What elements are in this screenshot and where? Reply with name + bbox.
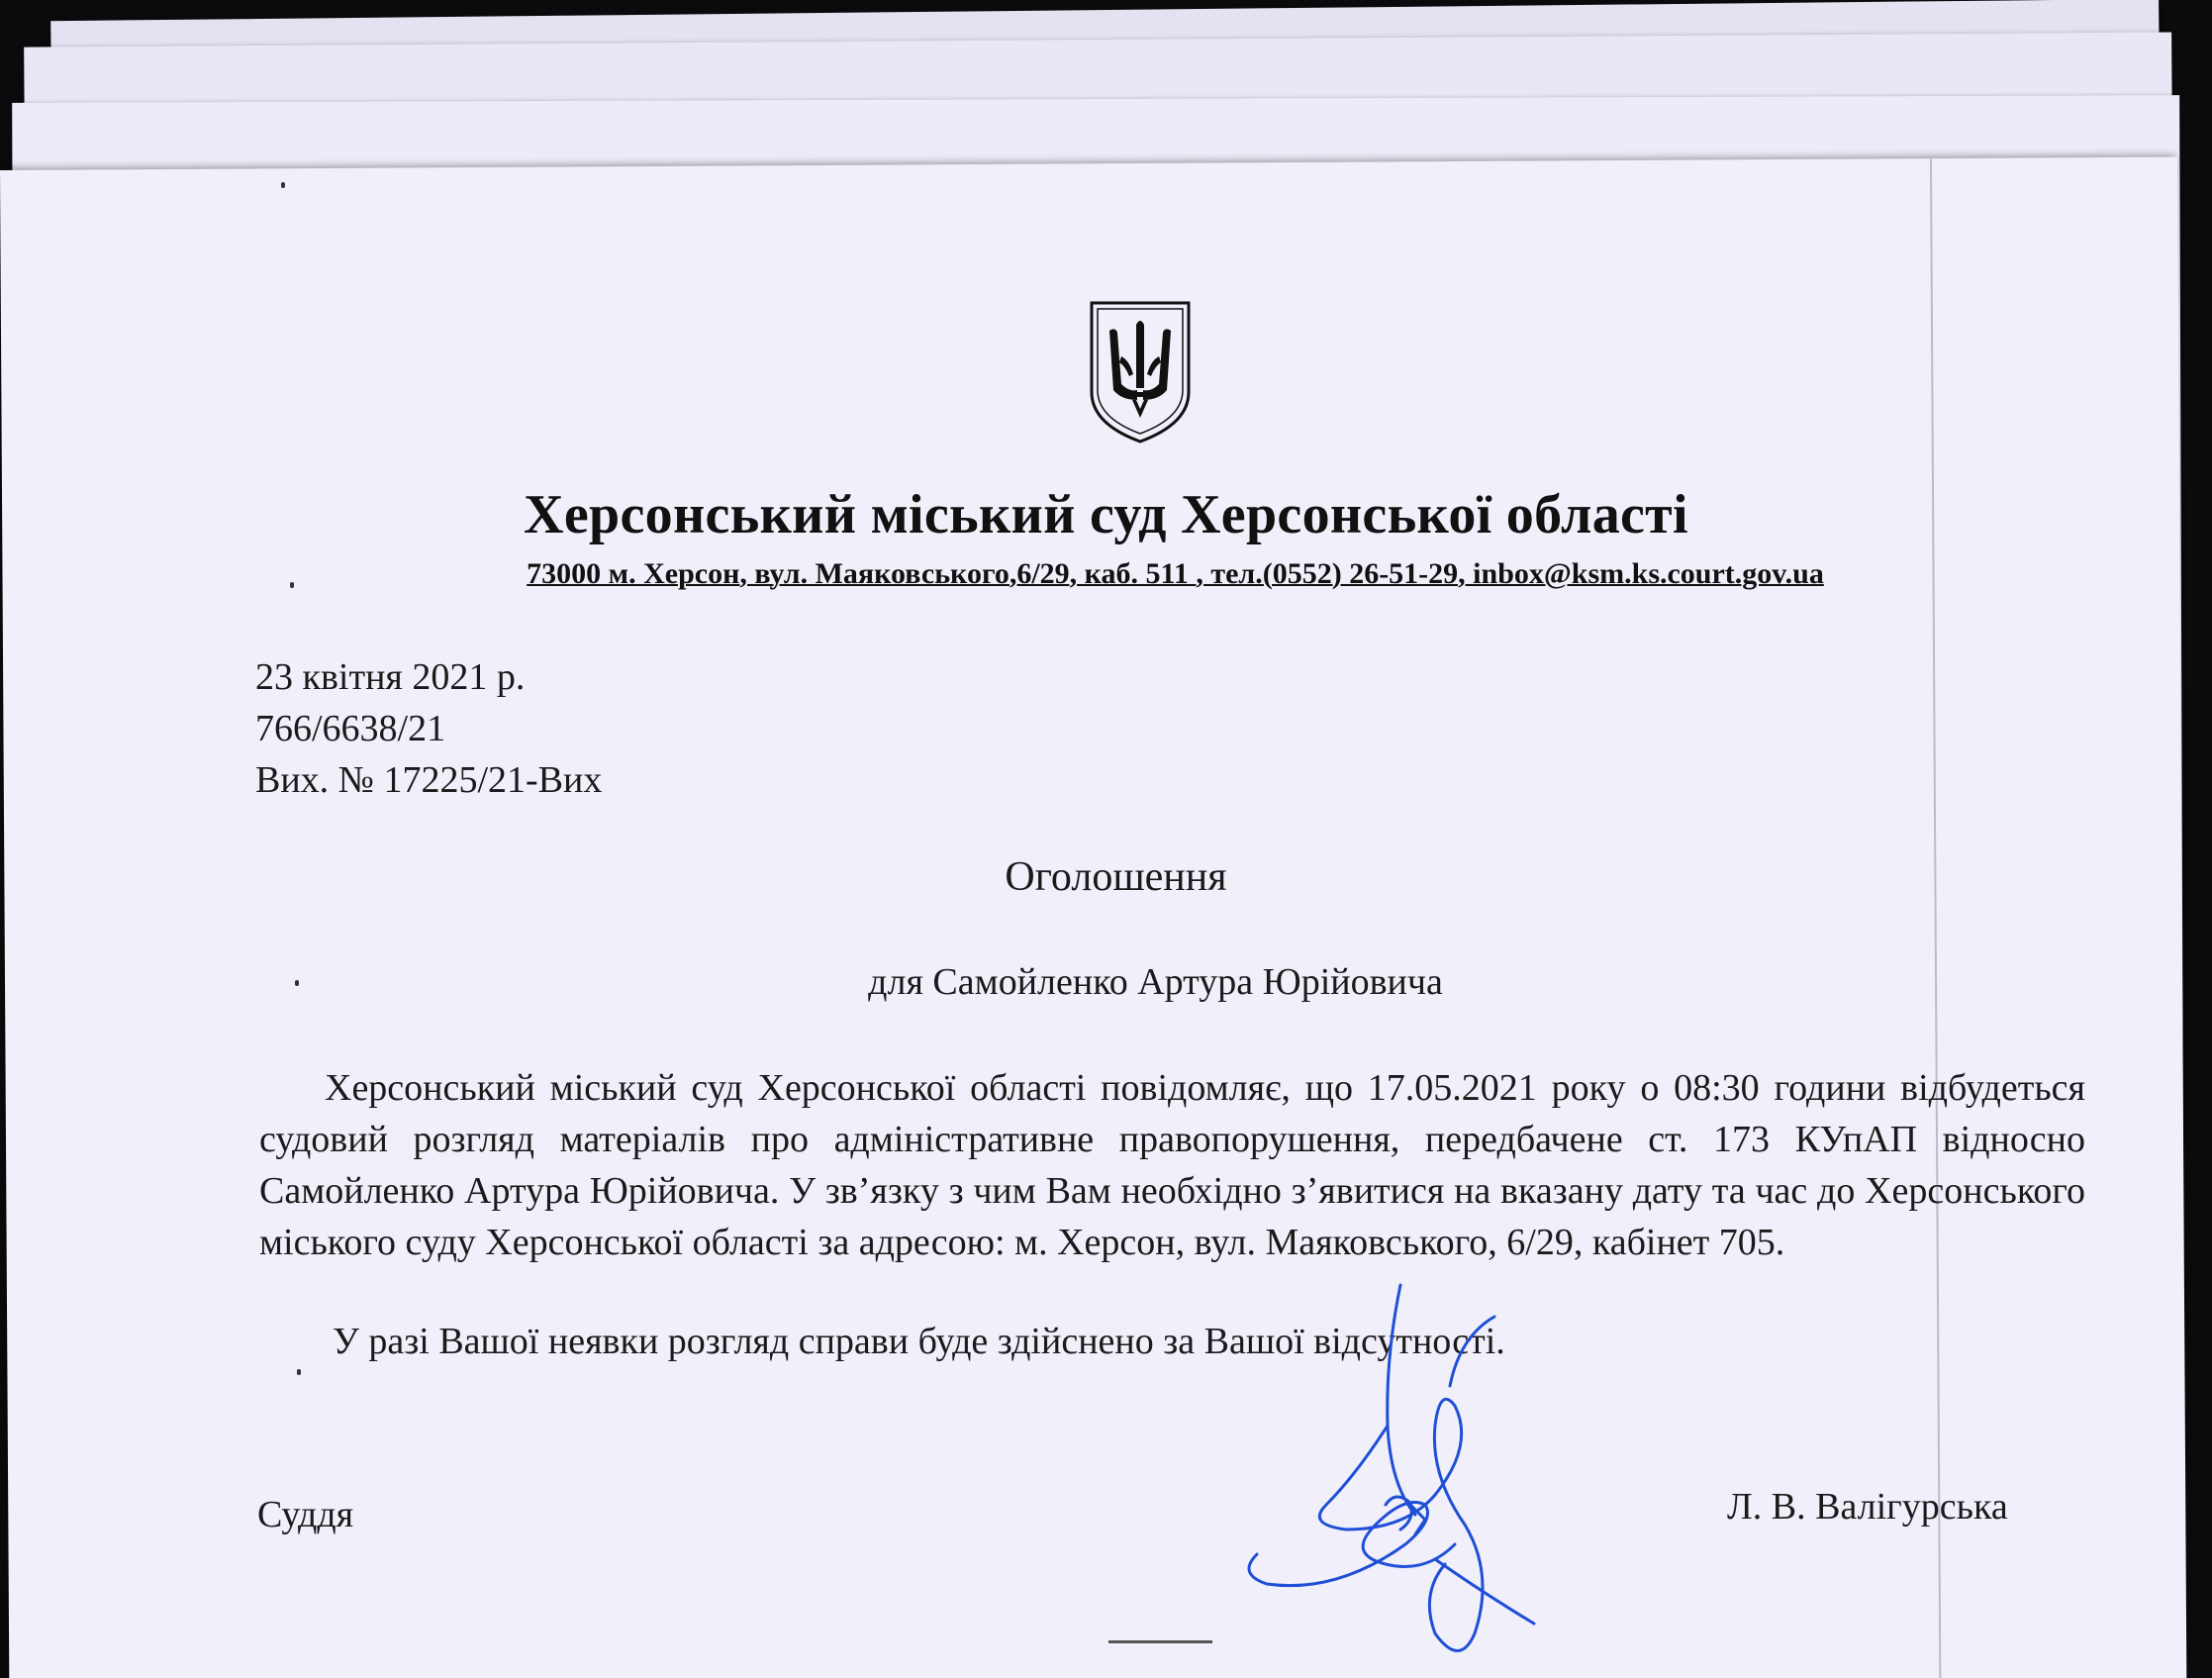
notice-addressee: для Самойленко Артура Юрійовича	[868, 961, 1443, 1003]
paper-speck	[281, 182, 285, 188]
notice-title: Оголошення	[1005, 854, 1227, 900]
judge-role-label: Суддя	[257, 1494, 354, 1535]
case-number: 766/6638/21	[255, 708, 446, 749]
paper-speck	[297, 1369, 301, 1375]
court-title: Херсонський міський суд Херсонської області	[524, 484, 1688, 545]
page-edge-line	[1930, 158, 1942, 1678]
notice-absence-warning: У разі Вашої неявки розгляд справи буде здійснено за Вашої відсутності.	[333, 1321, 1505, 1362]
paper-speck	[290, 582, 294, 588]
judge-name: Л. В. Валігурська	[1727, 1486, 2008, 1528]
document-meta	[255, 651, 602, 806]
handwritten-signature-icon	[1237, 1277, 1564, 1663]
document-date: 23 квітня 2021 р.	[255, 656, 526, 698]
notice-body: Херсонський міський суд Херсонської області повідомляє, що 17.05.2021 року о 08:30 години відбудеться судовий розгляд матеріалів про адміністративне правопорушення, передбачене ст. 173 КУпАП відносно Самойленко Артура Юрійовича. У зв’язку з чим Вам необхідно з’явитися на вказану дату та час до Херсонського міського суду Херсонської області за адресою: м. Херсон, вул. Маяковського, 6/29, кабінет 705.	[259, 1067, 2085, 1263]
outgoing-number: Вих. № 17225/21-Вих	[255, 759, 603, 801]
page-mark	[1108, 1640, 1212, 1643]
court-address: 73000 м. Херсон, вул. Маяковського,6/29, каб. 511 , тел.(0552) 26-51-29, inbox@ksm.ks.court.gov.ua	[527, 557, 1824, 590]
trident-coat-of-arms-icon	[1086, 297, 1195, 445]
paper-speck	[295, 980, 299, 986]
